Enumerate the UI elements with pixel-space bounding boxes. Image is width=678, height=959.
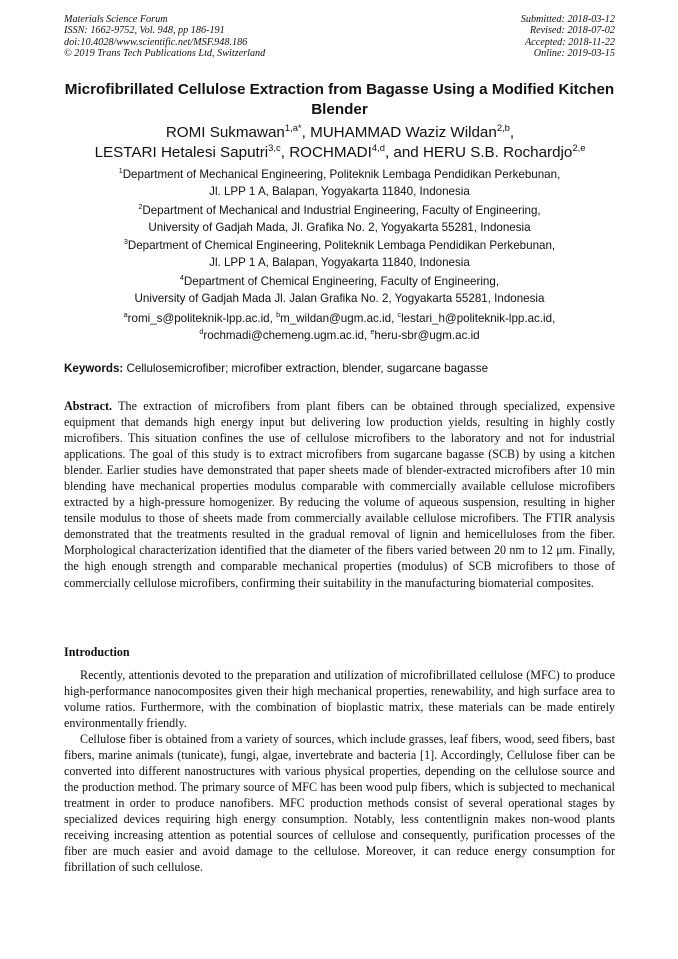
affiliation-line: Department of Chemical Engineering, Faculty of Engineering,	[183, 275, 500, 288]
abstract-label: Abstract.	[64, 399, 113, 413]
keywords	[64, 361, 615, 377]
author-affiliation-mark: 3,c	[268, 141, 281, 153]
affiliation-line: Jl. LPP 1 A, Balapan, Yogyakarta 11840, Indonesia	[209, 184, 470, 198]
keywords-label: Keywords:	[64, 362, 124, 375]
email-link[interactable]: lestari_h@politeknik-lpp.ac.id,	[401, 312, 556, 325]
affiliation-line: Department of Chemical Engineering, Politeknik Lembaga Pendidikan Perkebunan,	[127, 239, 556, 252]
author-separator: ,	[301, 124, 311, 141]
journal-issn: ISSN: 1662-9752, Vol. 948, pp 186-191	[64, 25, 225, 37]
abstract	[64, 398, 615, 591]
email-mark: d	[199, 326, 204, 336]
affiliation-line: University of Gadjah Mada, Jl. Grafika No. 2, Yogyakarta 55281, Indonesia	[148, 220, 531, 234]
affiliation-line: Jl. LPP 1 A, Balapan, Yogyakarta 11840, Indonesia	[209, 255, 470, 269]
email-link[interactable]: rochmadi@chemeng.ugm.ac.id,	[203, 328, 371, 342]
author-separator: ,	[509, 124, 515, 141]
date-online: Online: 2019-03-15	[533, 47, 615, 59]
date-submitted: Submitted: 2018-03-12	[520, 14, 615, 25]
affiliation-number: 4	[179, 273, 184, 283]
section-heading-introduction: Introduction	[64, 645, 130, 659]
email-link[interactable]: m_wildan@ugm.ac.id,	[280, 312, 398, 325]
affiliation-line: University of Gadjah Mada Jl. Jalan Grafika No. 2, Yogyakarta 55281, Indonesia	[134, 291, 545, 305]
author-name: MUHAMMAD Waziz Wildan	[310, 124, 497, 141]
affiliation-number: 2	[138, 202, 143, 212]
author-name: ROCHMADI	[289, 144, 372, 161]
author-affiliation-mark: 2,e	[572, 141, 586, 153]
author-list	[60, 123, 620, 163]
affiliation-line: Department of Mechanical and Industrial Engineering, Faculty of Engineering,	[142, 204, 541, 217]
author-name: LESTARI Hetalesi Saputri	[94, 144, 269, 161]
author-name: ROMI Sukmawan	[165, 124, 285, 141]
email-link[interactable]: romi_s@politeknik-lpp.ac.id,	[127, 312, 277, 325]
author-affiliation-mark: 4,d	[371, 141, 385, 153]
affiliation	[64, 203, 615, 236]
author-affiliation-mark: 2,b	[496, 121, 510, 133]
affiliation	[64, 274, 615, 307]
paper-title: Microfibrillated Cellulose Extraction from Bagasse Using a Modified Kitchen Blender	[64, 81, 615, 118]
email-mark: c	[397, 310, 402, 320]
journal-doi: doi:10.4028/www.scientific.net/MSF.948.186	[64, 36, 248, 48]
affiliation-number: 3	[123, 237, 128, 247]
paragraph: Cellulose fiber is obtained from a variety of sources, which include grasses, leaf fibers, wood, seed fibers, bast fibers, marine animals (tunicate), fungi, algae, invertebrate and bacteria [1]. Accordingly, Cellulose fiber can be converted into different nanostructures with various physical properties, depending on the cellulose source and the production method. The primary source of MFC has been wood pulp fibers, which is subjected to mechanical treatment in order to produce nanofibers. MFC production methods consist of several operational stages by specialized devices requiring high energy consumption. Notably, less contentlignin makes non-wood plants receiving increasing attention as potential sources of cellulose and consequently, purification processes of the fiber are much easier and avoid damage to the cellulose. Moreover, it can reduce energy consumption for fibrillation of such cellulose.	[64, 732, 615, 875]
paragraph: Recently, attentionis devoted to the preparation and utilization of microfibrillated cellulose (MFC) to produce high-performance nanocomposites given their high mechanical properties, renewability, and high surface area to volume ratios. Furthermore, with the combination of bioplastic matrix, these materials can be made entirely environmentally friendly.	[64, 668, 615, 731]
affiliation-line: Department of Mechanical Engineering, Politeknik Lembaga Pendidikan Perkebunan,	[122, 168, 561, 181]
journal-copyright: © 2019 Trans Tech Publications Ltd, Switzerland	[64, 47, 266, 59]
author-separator: ,	[280, 144, 290, 161]
date-revised: Revised: 2018-07-02	[529, 25, 615, 37]
email-mark: b	[276, 310, 281, 320]
date-accepted: Accepted: 2018-11-22	[524, 36, 615, 48]
abstract-text: The extraction of microfibers from plant fibers can be obtained through specialized, expensive equipment that demands high energy input but delivering low production yields, resulting in highly costly microfibers. This situation confines the use of cellulose microfibers to the laboratory and not for industrial applications. The goal of this study is to extract microfibers from sugarcane bagasse (SCB) by using a kitchen blender. Earlier studies have demonstrated that paper sheets made of blender-extracted microfibers after 10 min blending have mechanical properties modulus comparable with commercially available cellulose microfibers extracted by a high-pressure homogenizer. By reducing the volume of aqueous suspension, resulting in higher tensile modulus to those of sheets made from commercially available cellulose microfibers. The FTIR analysis demonstrated that the treatments resulted in the gradual removal of lignin and hemicelluloses from the fiber. Morphological characterization identified that the diameter of the fibers varied between 20 nm to 12 μm. Finally, the high enough strength and comparable mechanical properties (modulus) of SCB microfibers to those of commercially cellulose microfibers, confirming their suitability in the manufacturing biomaterial composites.	[64, 399, 615, 590]
email-link[interactable]: heru-sbr@ugm.ac.id	[374, 328, 480, 342]
journal-name: Materials Science Forum	[64, 14, 168, 25]
publication-dates	[521, 14, 615, 59]
affiliation	[64, 167, 615, 200]
email-mark: a	[123, 310, 128, 320]
author-affiliation-mark: 1,a*	[284, 121, 302, 133]
affiliation	[64, 238, 615, 271]
keywords-text: Cellulosemicrofiber; microfiber extraction, blender, sugarcane bagasse	[123, 362, 489, 375]
email-mark: e	[370, 326, 375, 336]
journal-info	[64, 14, 265, 59]
author-name: HERU S.B. Rochardjo	[422, 144, 573, 161]
affiliation-number: 1	[118, 166, 123, 176]
author-separator: , and	[384, 144, 423, 161]
author-emails	[64, 311, 615, 344]
